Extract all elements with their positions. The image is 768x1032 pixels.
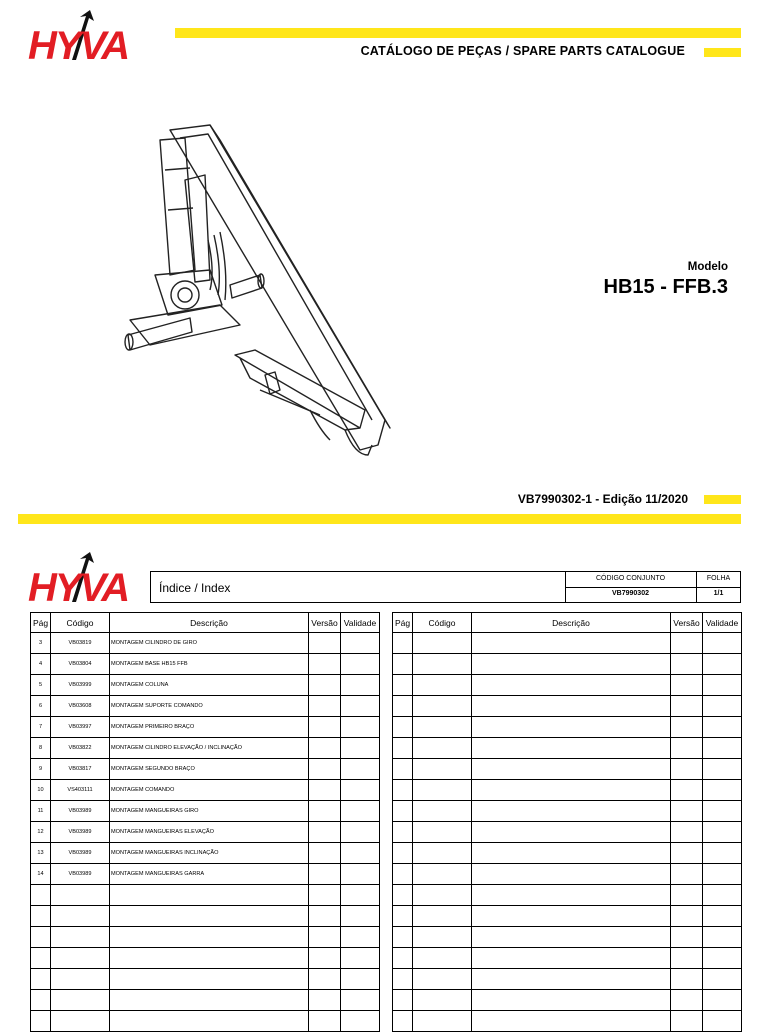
table-row xyxy=(31,675,380,696)
cell-pag: 8 xyxy=(31,738,51,759)
cell-pag xyxy=(393,717,413,738)
col-descricao: Descrição xyxy=(110,613,309,633)
cell-codigo: VS403111 xyxy=(51,780,110,801)
cell-codigo: VB03804 xyxy=(51,654,110,675)
cell-validade xyxy=(341,633,380,654)
cell-pag xyxy=(393,780,413,801)
cell-pag xyxy=(393,654,413,675)
cell-codigo: VB03819 xyxy=(51,633,110,654)
table-row xyxy=(393,738,742,759)
codigo-conjunto-value: VB7990302 xyxy=(612,590,649,597)
cell-codigo xyxy=(413,843,472,864)
cell-pag xyxy=(393,738,413,759)
cell-codigo xyxy=(413,948,472,969)
cell-versao xyxy=(671,738,703,759)
cell-versao xyxy=(309,864,341,885)
cell-validade xyxy=(703,1011,742,1032)
cell-pag: 5 xyxy=(31,675,51,696)
cell-descricao: MONTAGEM COLUNA xyxy=(110,675,309,696)
table-row xyxy=(393,717,742,738)
cell-validade xyxy=(703,948,742,969)
cell-versao xyxy=(671,717,703,738)
table-row xyxy=(31,948,380,969)
col-descricao: Descrição xyxy=(472,613,671,633)
cell-versao xyxy=(671,675,703,696)
cell-codigo xyxy=(413,969,472,990)
cell-codigo: VB03997 xyxy=(51,717,110,738)
cell-versao xyxy=(309,906,341,927)
cell-descricao xyxy=(472,990,671,1011)
table-row xyxy=(31,717,380,738)
cell-versao xyxy=(309,1011,341,1032)
cell-pag xyxy=(31,927,51,948)
cell-versao xyxy=(309,717,341,738)
cell-validade xyxy=(341,1011,380,1032)
cell-descricao xyxy=(472,675,671,696)
cell-validade xyxy=(341,801,380,822)
cell-validade xyxy=(703,759,742,780)
cell-pag xyxy=(31,906,51,927)
index-table-right xyxy=(392,612,742,1032)
cell-validade xyxy=(341,780,380,801)
index-table-left xyxy=(30,612,380,1032)
cell-codigo xyxy=(413,990,472,1011)
cell-versao xyxy=(309,696,341,717)
cell-versao xyxy=(309,780,341,801)
cell-pag: 11 xyxy=(31,801,51,822)
edition-text: VB7990302-1 - Edição 11/2020 xyxy=(517,492,688,506)
cell-versao xyxy=(671,906,703,927)
table-row xyxy=(31,801,380,822)
cell-descricao xyxy=(110,990,309,1011)
cell-versao xyxy=(671,654,703,675)
cell-codigo: VB03608 xyxy=(51,696,110,717)
cell-descricao: MONTAGEM CILINDRO ELEVAÇÃO / INCLINAÇÃO xyxy=(110,738,309,759)
cell-validade xyxy=(341,906,380,927)
cell-descricao xyxy=(110,927,309,948)
cell-descricao xyxy=(472,717,671,738)
cell-descricao: MONTAGEM MANGUEIRAS INCLINAÇÃO xyxy=(110,843,309,864)
col-validade: Validade xyxy=(703,613,742,633)
cell-validade xyxy=(341,759,380,780)
cell-validade xyxy=(703,738,742,759)
cell-descricao: MONTAGEM BASE HB15 FFB xyxy=(110,654,309,675)
cell-validade xyxy=(341,717,380,738)
cell-pag xyxy=(31,990,51,1011)
cell-pag: 3 xyxy=(31,633,51,654)
cell-validade xyxy=(341,654,380,675)
codigo-conjunto-label: CÓDIGO CONJUNTO xyxy=(595,575,666,582)
cell-descricao: MONTAGEM MANGUEIRAS GARRA xyxy=(110,864,309,885)
cell-validade xyxy=(703,801,742,822)
edition-bar xyxy=(704,495,741,504)
cell-versao xyxy=(671,885,703,906)
cell-validade xyxy=(703,843,742,864)
cell-versao xyxy=(309,633,341,654)
cell-codigo xyxy=(413,696,472,717)
cell-codigo: VB03817 xyxy=(51,759,110,780)
index-title: Índice / Index xyxy=(159,581,231,595)
cell-versao xyxy=(671,927,703,948)
cell-descricao xyxy=(110,969,309,990)
cell-codigo xyxy=(413,906,472,927)
cell-validade xyxy=(341,696,380,717)
logo-text: HYVA xyxy=(28,24,129,68)
table-row xyxy=(31,633,380,654)
cell-versao xyxy=(309,759,341,780)
cell-descricao xyxy=(110,1011,309,1032)
cell-codigo: VB03822 xyxy=(51,738,110,759)
cell-validade xyxy=(341,990,380,1011)
cell-codigo xyxy=(51,906,110,927)
cell-pag xyxy=(31,969,51,990)
cell-pag xyxy=(393,843,413,864)
cell-pag xyxy=(393,948,413,969)
cell-codigo xyxy=(413,927,472,948)
cell-descricao xyxy=(472,969,671,990)
model-label: Modelo xyxy=(687,261,728,273)
cell-descricao: MONTAGEM CILINDRO DE GIRO xyxy=(110,633,309,654)
hyva-logo-index xyxy=(28,552,138,608)
cell-descricao xyxy=(472,780,671,801)
table-row xyxy=(31,780,380,801)
cell-versao xyxy=(309,822,341,843)
cell-validade xyxy=(341,843,380,864)
cell-descricao xyxy=(472,1011,671,1032)
cell-descricao: MONTAGEM MANGUEIRAS GIRO xyxy=(110,801,309,822)
cell-pag: 13 xyxy=(31,843,51,864)
cell-descricao xyxy=(472,801,671,822)
cell-pag xyxy=(31,1011,51,1032)
cell-validade xyxy=(341,885,380,906)
cell-pag xyxy=(393,927,413,948)
cell-validade xyxy=(703,654,742,675)
cell-codigo xyxy=(413,675,472,696)
cell-versao xyxy=(309,843,341,864)
page-divider-bar xyxy=(18,514,741,524)
table-row xyxy=(393,1011,742,1032)
cell-codigo xyxy=(413,759,472,780)
cell-pag: 14 xyxy=(31,864,51,885)
cell-pag xyxy=(393,675,413,696)
table-row xyxy=(31,1011,380,1032)
cell-codigo xyxy=(413,780,472,801)
cell-descricao xyxy=(472,906,671,927)
col-codigo: Código xyxy=(51,613,110,633)
cell-pag xyxy=(393,801,413,822)
table-row xyxy=(393,864,742,885)
cell-descricao: MONTAGEM COMANDO xyxy=(110,780,309,801)
cell-descricao: MONTAGEM SUPORTE COMANDO xyxy=(110,696,309,717)
table-row xyxy=(31,969,380,990)
cell-codigo xyxy=(413,654,472,675)
cell-codigo xyxy=(413,717,472,738)
cell-descricao xyxy=(472,927,671,948)
cell-descricao xyxy=(472,654,671,675)
table-row xyxy=(31,927,380,948)
table-header-row xyxy=(393,613,742,633)
cell-validade xyxy=(703,927,742,948)
cell-codigo xyxy=(51,1011,110,1032)
cell-codigo xyxy=(413,822,472,843)
cell-versao xyxy=(309,654,341,675)
cell-pag xyxy=(31,885,51,906)
table-row xyxy=(393,801,742,822)
table-row xyxy=(393,906,742,927)
cell-codigo xyxy=(51,969,110,990)
table-row xyxy=(393,927,742,948)
cell-descricao xyxy=(472,885,671,906)
cell-codigo xyxy=(51,927,110,948)
table-row xyxy=(31,822,380,843)
cell-pag xyxy=(393,885,413,906)
col-versao: Versão xyxy=(309,613,341,633)
cell-validade xyxy=(703,696,742,717)
cell-codigo xyxy=(413,1011,472,1032)
cell-validade xyxy=(703,780,742,801)
cell-descricao: MONTAGEM PRIMEIRO BRAÇO xyxy=(110,717,309,738)
cell-versao xyxy=(309,885,341,906)
cell-codigo: VB03989 xyxy=(51,801,110,822)
table-row xyxy=(31,759,380,780)
cell-descricao xyxy=(110,948,309,969)
table-row xyxy=(31,696,380,717)
cell-pag xyxy=(393,864,413,885)
folha-label: FOLHA xyxy=(706,575,731,582)
cell-validade xyxy=(703,990,742,1011)
cell-validade xyxy=(703,717,742,738)
cell-versao xyxy=(671,696,703,717)
table-row xyxy=(393,759,742,780)
cell-versao xyxy=(671,780,703,801)
model-value: HB15 - FFB.3 xyxy=(603,276,728,298)
cell-codigo: VB03989 xyxy=(51,843,110,864)
cell-versao xyxy=(671,801,703,822)
cell-descricao xyxy=(472,864,671,885)
cell-pag xyxy=(393,633,413,654)
cell-codigo: VB03999 xyxy=(51,675,110,696)
cell-validade xyxy=(703,906,742,927)
cell-codigo xyxy=(413,633,472,654)
table-row xyxy=(393,843,742,864)
cell-versao xyxy=(671,822,703,843)
table-row xyxy=(393,675,742,696)
header-divider xyxy=(565,587,740,588)
col-pag: Pág xyxy=(31,613,51,633)
cell-codigo xyxy=(51,948,110,969)
cell-codigo xyxy=(413,801,472,822)
table-row xyxy=(393,633,742,654)
table-row xyxy=(31,990,380,1011)
table-row xyxy=(31,906,380,927)
header-bar-small xyxy=(704,48,741,57)
cell-descricao xyxy=(472,948,671,969)
cell-descricao xyxy=(472,738,671,759)
cell-versao xyxy=(309,927,341,948)
table-row xyxy=(393,990,742,1011)
table-row xyxy=(393,780,742,801)
cell-versao xyxy=(671,969,703,990)
cell-versao xyxy=(309,969,341,990)
table-header-row xyxy=(31,613,380,633)
cell-pag xyxy=(393,1011,413,1032)
logo-text: HYVA xyxy=(28,566,129,610)
cell-validade xyxy=(703,864,742,885)
col-versao: Versão xyxy=(671,613,703,633)
table-row xyxy=(31,885,380,906)
cell-validade xyxy=(703,675,742,696)
cell-versao xyxy=(671,864,703,885)
table-row xyxy=(31,843,380,864)
cell-descricao xyxy=(110,885,309,906)
table-row xyxy=(393,822,742,843)
cell-pag xyxy=(393,822,413,843)
cell-validade xyxy=(703,885,742,906)
crane-illustration xyxy=(110,110,410,470)
cell-descricao xyxy=(472,843,671,864)
header-bar-top xyxy=(175,28,741,38)
cell-descricao xyxy=(472,759,671,780)
cell-validade xyxy=(341,675,380,696)
cell-versao xyxy=(309,675,341,696)
cell-versao xyxy=(671,990,703,1011)
cell-codigo xyxy=(51,990,110,1011)
cell-codigo: VB03989 xyxy=(51,822,110,843)
cell-versao xyxy=(671,948,703,969)
cell-versao xyxy=(309,801,341,822)
cell-pag: 4 xyxy=(31,654,51,675)
col-validade: Validade xyxy=(341,613,380,633)
index-header-box xyxy=(150,571,741,603)
cell-pag: 12 xyxy=(31,822,51,843)
cell-versao xyxy=(671,1011,703,1032)
catalogue-title: CATÁLOGO DE PEÇAS / SPARE PARTS CATALOGUE xyxy=(360,44,685,58)
table-row xyxy=(31,738,380,759)
cell-validade xyxy=(703,633,742,654)
cell-descricao xyxy=(110,906,309,927)
cell-validade xyxy=(341,927,380,948)
cell-versao xyxy=(309,990,341,1011)
cell-codigo xyxy=(51,885,110,906)
col-codigo: Código xyxy=(413,613,472,633)
cell-pag xyxy=(393,906,413,927)
cell-codigo xyxy=(413,738,472,759)
cell-pag xyxy=(393,696,413,717)
cell-validade xyxy=(703,822,742,843)
cell-validade xyxy=(703,969,742,990)
cell-validade xyxy=(341,864,380,885)
col-pag: Pág xyxy=(393,613,413,633)
cell-versao xyxy=(671,843,703,864)
cell-pag: 10 xyxy=(31,780,51,801)
cell-versao xyxy=(309,948,341,969)
cell-descricao xyxy=(472,696,671,717)
table-row xyxy=(393,969,742,990)
table-row xyxy=(393,948,742,969)
hyva-logo xyxy=(28,10,138,66)
table-row xyxy=(31,864,380,885)
cell-validade xyxy=(341,738,380,759)
cell-pag: 7 xyxy=(31,717,51,738)
cell-pag: 9 xyxy=(31,759,51,780)
cell-pag xyxy=(393,969,413,990)
cell-descricao: MONTAGEM SEGUNDO BRAÇO xyxy=(110,759,309,780)
table-row xyxy=(31,654,380,675)
cell-codigo xyxy=(413,885,472,906)
cell-validade xyxy=(341,969,380,990)
table-row xyxy=(393,696,742,717)
cell-validade xyxy=(341,948,380,969)
cell-validade xyxy=(341,822,380,843)
table-row xyxy=(393,654,742,675)
cell-versao xyxy=(309,738,341,759)
cell-descricao: MONTAGEM MANGUEIRAS ELEVAÇÃO xyxy=(110,822,309,843)
cell-pag xyxy=(31,948,51,969)
cell-versao xyxy=(671,759,703,780)
cell-codigo: VB03989 xyxy=(51,864,110,885)
cell-pag xyxy=(393,990,413,1011)
cell-descricao xyxy=(472,822,671,843)
cell-codigo xyxy=(413,864,472,885)
cell-pag: 6 xyxy=(31,696,51,717)
table-row xyxy=(393,885,742,906)
cell-versao xyxy=(671,633,703,654)
folha-value: 1/1 xyxy=(713,590,724,597)
cell-pag xyxy=(393,759,413,780)
cell-descricao xyxy=(472,633,671,654)
